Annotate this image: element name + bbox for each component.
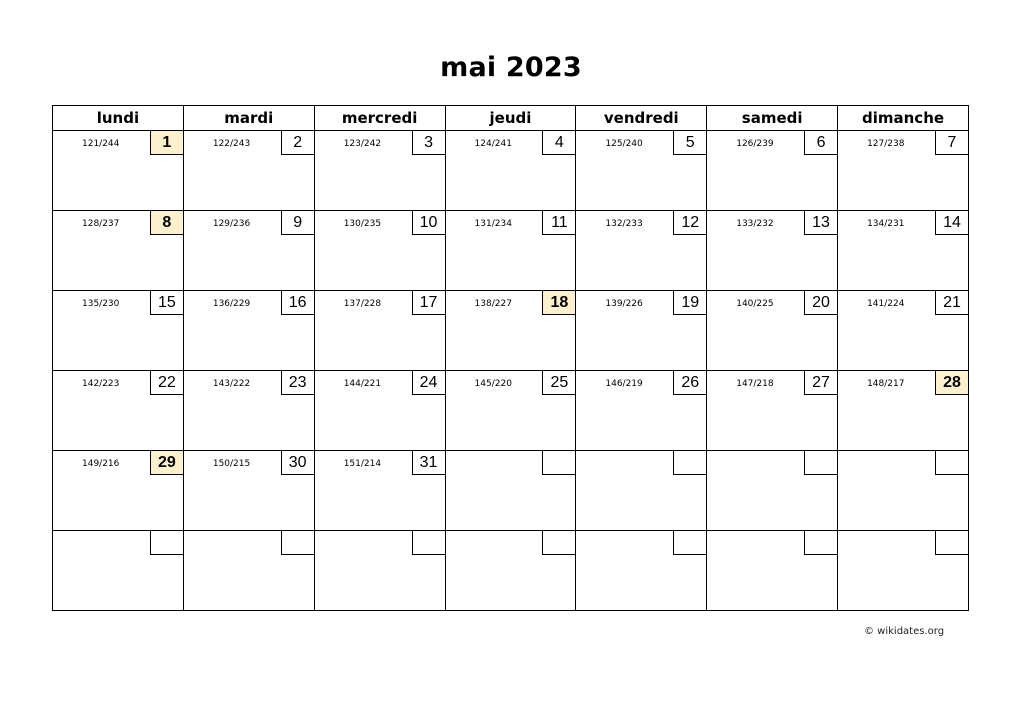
day-cell	[183, 531, 314, 611]
day-of-year-label: 141/224	[867, 299, 905, 309]
day-number: 6	[804, 130, 838, 155]
day-cell	[838, 291, 969, 371]
day-cell	[183, 131, 314, 211]
day-of-year-label: 144/221	[343, 379, 382, 389]
day-of-year-label: 145/220	[474, 379, 512, 389]
day-cell	[53, 531, 184, 611]
day-cell	[576, 131, 707, 211]
day-cell	[53, 451, 184, 531]
day-of-year-label: 138/227	[474, 299, 512, 309]
day-cell	[838, 131, 969, 211]
day-of-year-label: 146/219	[605, 379, 643, 389]
day-number	[935, 530, 969, 555]
day-cell	[838, 371, 969, 451]
highlighted-day-number: 28	[935, 370, 969, 395]
day-number: 31	[412, 450, 446, 475]
day-cell	[314, 451, 445, 531]
day-number: 12	[673, 210, 707, 235]
day-number	[281, 530, 315, 555]
day-cell	[838, 211, 969, 291]
day-number	[673, 530, 707, 555]
weekday-header: mardi	[183, 106, 314, 131]
day-number	[542, 530, 576, 555]
day-cell	[445, 211, 576, 291]
day-cell	[576, 371, 707, 451]
day-of-year-label: 149/216	[82, 459, 120, 469]
day-cell	[707, 451, 838, 531]
day-of-year-label: 143/222	[212, 379, 251, 389]
day-of-year-label: 134/231	[867, 219, 905, 229]
day-cell	[445, 531, 576, 611]
weekday-header: mercredi	[314, 106, 445, 131]
day-number: 5	[673, 130, 707, 155]
day-of-year-label: 140/225	[736, 299, 774, 309]
day-cell	[707, 371, 838, 451]
week-row	[53, 291, 969, 371]
day-number: 26	[673, 370, 707, 395]
day-of-year-label: 123/242	[343, 139, 382, 149]
day-of-year-label: 121/244	[82, 139, 120, 149]
day-cell	[445, 131, 576, 211]
day-of-year-label: 131/234	[474, 219, 512, 229]
highlighted-day-number: 18	[542, 290, 576, 315]
day-of-year-label: 151/214	[343, 459, 382, 469]
day-cell	[707, 291, 838, 371]
day-cell	[314, 291, 445, 371]
day-number	[673, 450, 707, 475]
day-cell	[53, 291, 184, 371]
day-cell	[576, 451, 707, 531]
day-number: 22	[150, 370, 184, 395]
weekday-header: vendredi	[576, 106, 707, 131]
week-row	[53, 451, 969, 531]
day-of-year-label: 124/241	[474, 139, 512, 149]
day-number: 7	[935, 130, 969, 155]
day-number: 10	[412, 210, 446, 235]
day-cell	[576, 211, 707, 291]
day-of-year-label: 135/230	[82, 299, 120, 309]
week-row	[53, 371, 969, 451]
day-cell	[53, 131, 184, 211]
day-of-year-label: 129/236	[212, 219, 251, 229]
weekday-header-row	[53, 106, 969, 131]
day-number	[412, 530, 446, 555]
day-number: 15	[150, 290, 184, 315]
day-of-year-label: 128/237	[82, 219, 120, 229]
day-number: 17	[412, 290, 446, 315]
day-of-year-label: 125/240	[605, 139, 643, 149]
day-cell	[53, 371, 184, 451]
day-of-year-label: 142/223	[82, 379, 120, 389]
weekday-header: lundi	[53, 106, 184, 131]
day-cell	[838, 451, 969, 531]
day-cell	[183, 451, 314, 531]
day-of-year-label: 150/215	[212, 459, 251, 469]
day-number: 16	[281, 290, 315, 315]
day-of-year-label: 148/217	[867, 379, 905, 389]
day-of-year-label: 126/239	[736, 139, 774, 149]
day-number: 9	[281, 210, 315, 235]
day-number: 14	[935, 210, 969, 235]
day-number: 21	[935, 290, 969, 315]
day-number	[542, 450, 576, 475]
day-of-year-label: 147/218	[736, 379, 774, 389]
day-cell	[707, 131, 838, 211]
day-of-year-label: 127/238	[867, 139, 905, 149]
day-of-year-label: 137/228	[343, 299, 382, 309]
highlighted-day-number: 8	[150, 210, 184, 235]
day-of-year-label: 132/233	[605, 219, 643, 229]
day-of-year-label: 133/232	[736, 219, 774, 229]
footer-credit: © wikidates.org	[864, 626, 945, 637]
day-cell	[53, 211, 184, 291]
highlighted-day-number: 1	[150, 130, 184, 155]
day-cell	[183, 211, 314, 291]
day-cell	[576, 531, 707, 611]
calendar-body	[53, 131, 969, 611]
day-cell	[445, 291, 576, 371]
week-row	[53, 211, 969, 291]
day-number: 24	[412, 370, 446, 395]
day-of-year-label: 130/235	[343, 219, 382, 229]
day-number	[804, 530, 838, 555]
day-cell	[707, 531, 838, 611]
day-number: 23	[281, 370, 315, 395]
day-number	[935, 450, 969, 475]
day-cell	[445, 451, 576, 531]
day-of-year-label: 136/229	[212, 299, 251, 309]
day-cell	[183, 291, 314, 371]
calendar-title: mai 2023	[440, 52, 582, 83]
day-number: 30	[281, 450, 315, 475]
day-number: 20	[804, 290, 838, 315]
day-cell	[445, 371, 576, 451]
day-number: 27	[804, 370, 838, 395]
day-number: 19	[673, 290, 707, 315]
week-row	[53, 531, 969, 611]
day-number: 4	[542, 130, 576, 155]
weekday-header: dimanche	[838, 106, 969, 131]
day-cell	[838, 531, 969, 611]
day-of-year-label: 122/243	[212, 139, 251, 149]
day-cell	[576, 291, 707, 371]
day-cell	[183, 371, 314, 451]
weekday-header: jeudi	[445, 106, 576, 131]
day-cell	[707, 211, 838, 291]
day-cell	[314, 371, 445, 451]
weekday-header: samedi	[707, 106, 838, 131]
day-number: 3	[412, 130, 446, 155]
day-cell	[314, 131, 445, 211]
day-number: 25	[542, 370, 576, 395]
day-number	[804, 450, 838, 475]
day-of-year-label: 139/226	[605, 299, 643, 309]
day-cell	[314, 531, 445, 611]
calendar-grid	[52, 105, 969, 611]
day-number: 13	[804, 210, 838, 235]
highlighted-day-number: 29	[150, 450, 184, 475]
day-number: 2	[281, 130, 315, 155]
day-cell	[314, 211, 445, 291]
week-row	[53, 131, 969, 211]
day-number: 11	[542, 210, 576, 235]
day-number	[150, 530, 184, 555]
